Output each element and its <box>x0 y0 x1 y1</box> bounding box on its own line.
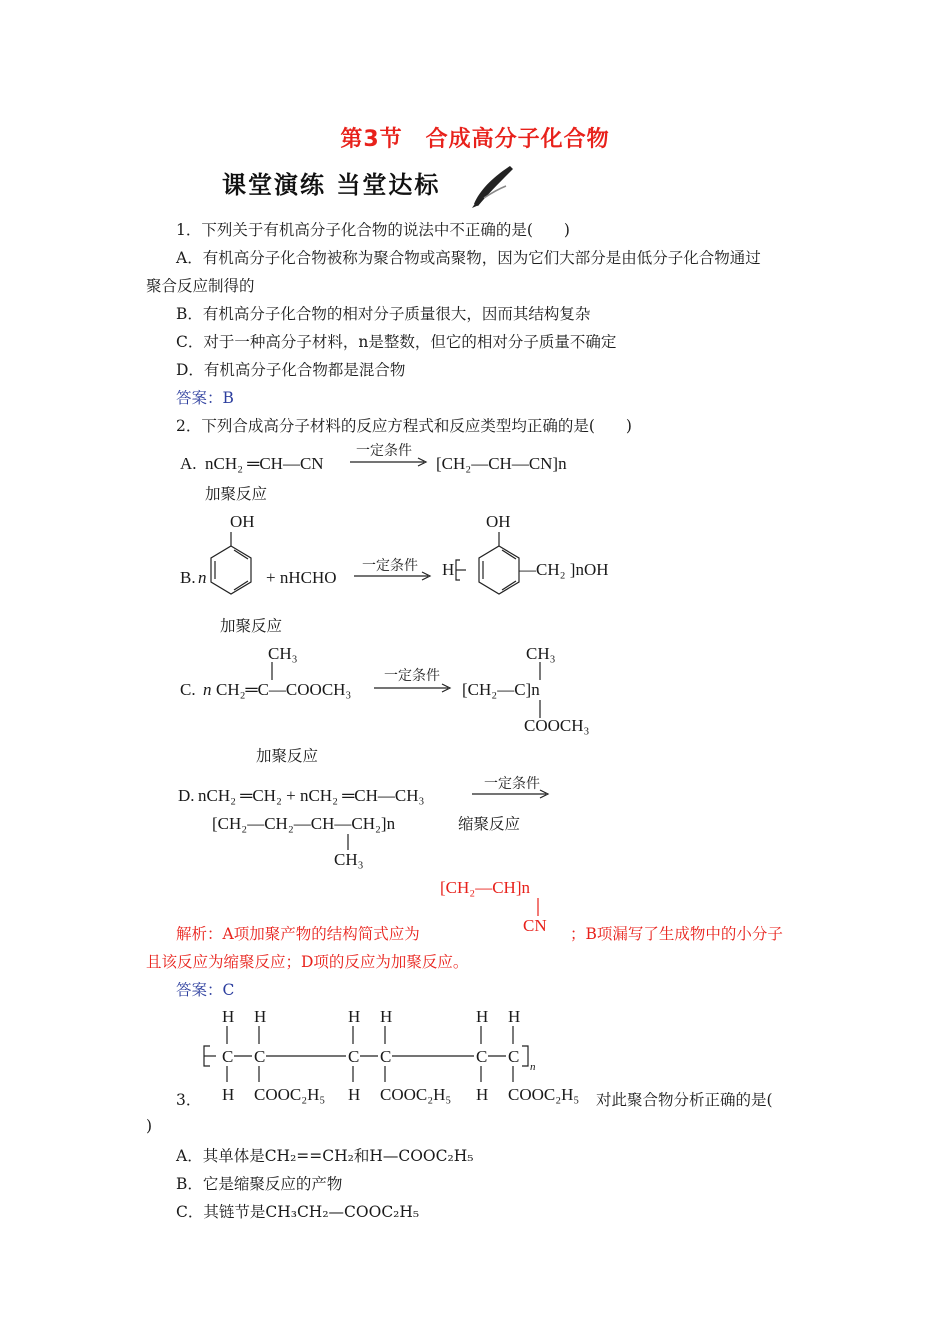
q3-c-1: C <box>222 1047 234 1066</box>
q2-option-c-product-ch3: CH₃ <box>526 644 556 663</box>
q2-explanation-part1: 解析：A项加聚产物的结构简式应为 <box>176 925 420 943</box>
q2-option-b-type: 加聚反应 <box>220 617 283 635</box>
q3-stem: 对此聚合物分析正确的是( <box>596 1091 773 1109</box>
explain-structure: [CH₂—CH]n <box>440 878 530 897</box>
q3-option-c: C．其链节是CH₃CH₂—COOC₂H₅ <box>176 1203 420 1221</box>
q3-h-8: H <box>348 1085 361 1104</box>
q1-option-b: B．有机高分子化合物的相对分子质量很大，因而其结构复杂 <box>176 305 591 323</box>
q3-h-6: H <box>508 1007 521 1026</box>
q1-option-c: C．对于一种高分子材料，n是整数，但它的相对分子质量不确定 <box>176 333 617 351</box>
q2-option-d-label: D. <box>178 786 195 805</box>
q3-option-b: B．它是缩聚反应的产物 <box>176 1175 343 1193</box>
pen-icon <box>466 160 518 212</box>
q2-option-b-arrow <box>352 570 434 582</box>
q2-option-a-label: A. <box>180 454 197 473</box>
q2-option-c-bond <box>270 662 274 680</box>
q2-option-c-type: 加聚反应 <box>256 747 319 765</box>
q3-stem-line2: ) <box>146 1117 153 1135</box>
explain-structure-bond <box>536 898 540 916</box>
q3-h-2: H <box>254 1007 267 1026</box>
q3-h-3: H <box>348 1007 361 1026</box>
q3-h-7: H <box>222 1085 235 1104</box>
q3-c-6: C <box>508 1047 520 1066</box>
q2-option-c-label: C. <box>180 680 196 699</box>
q3-h-4: H <box>380 1007 393 1026</box>
q2-option-d-condition: 一定条件 <box>484 776 540 792</box>
q2-option-b-product-h: H <box>442 560 455 579</box>
q3-option-a: A．其单体是CH₂==CH₂和H—COOC₂H₅ <box>176 1147 474 1165</box>
q2-option-c-ch3: CH₃ <box>268 644 298 663</box>
q3-h-1: H <box>222 1007 235 1026</box>
q2-option-d-bond <box>346 834 350 850</box>
q2-option-c-arrow <box>372 682 454 694</box>
q3-c-2: C <box>254 1047 266 1066</box>
q2-option-b-n: n <box>198 568 207 587</box>
q1-option-d: D．有机高分子化合物都是混合物 <box>176 361 406 379</box>
q2-option-c-condition: 一定条件 <box>384 668 440 684</box>
q2-option-d-type: 缩聚反应 <box>458 815 521 833</box>
q3-poly-n: n <box>530 1061 536 1073</box>
phenol-ring-icon <box>206 532 256 608</box>
q2-option-b-label: B. <box>180 568 196 587</box>
q2-option-d-ch3: CH₃ <box>334 850 364 869</box>
q3-c-5: C <box>476 1047 488 1066</box>
q2-option-a-arrow <box>348 456 430 468</box>
q2-option-c-reactant: CH₂═C—COOCH₃ <box>216 680 352 699</box>
q2-option-c-n: n <box>203 680 212 699</box>
q1-option-a-line1: A．有机高分子化合物被称为聚合物或高聚物，因为它们大部分是由低分子化合物通过 <box>176 249 761 267</box>
q2-option-a-reactant: nCH₂ ═CH—CN <box>205 454 324 473</box>
q1-stem: 1．下列关于有机高分子化合物的说法中不正确的是( ) <box>176 221 570 239</box>
q2-answer: 答案：C <box>176 981 235 999</box>
q2-stem: 2．下列合成高分子材料的反应方程式和反应类型均正确的是( ) <box>176 417 632 435</box>
q2-option-c-product-ester: COOCH₃ <box>524 716 590 735</box>
q3-ester-1: COOC₂H₅ <box>254 1085 326 1104</box>
q2-option-b-product-oh: OH <box>486 512 511 531</box>
q3-ester-3: COOC₂H₅ <box>508 1085 580 1104</box>
q2-option-b-condition: 一定条件 <box>362 558 418 574</box>
q2-option-b-oh: OH <box>230 512 255 531</box>
q2-option-b-reagent: + nHCHO <box>266 568 337 587</box>
q3-c-4: C <box>380 1047 392 1066</box>
q2-option-d-product: [CH₂—CH₂—CH—CH₂]n <box>212 814 396 833</box>
q2-option-a-type: 加聚反应 <box>205 485 268 503</box>
q2-option-b-product-tail: —CH₂ ]nOH <box>519 560 609 579</box>
q3-number: 3． <box>176 1091 202 1109</box>
q2-explanation-part2: ；B项漏写了生成物中的小分子 <box>570 925 783 943</box>
q1-option-a-line2: 聚合反应制得的 <box>146 277 255 295</box>
q3-h-9: H <box>476 1085 489 1104</box>
q2-option-d-reactants: nCH₂ ═CH₂ + nCH₂ ═CH—CH₃ <box>198 786 425 805</box>
section-banner: 课堂演练 当堂达标 <box>222 171 441 199</box>
q2-explanation-line2: 且该反应为缩聚反应；D项的反应为加聚反应。 <box>146 953 469 971</box>
q1-answer: 答案：B <box>176 389 234 407</box>
explain-structure-cn: CN <box>523 916 547 935</box>
q2-option-a-condition: 一定条件 <box>356 443 412 459</box>
q3-polymer-structure <box>196 1004 596 1104</box>
q2-option-d-arrow <box>470 788 552 800</box>
q2-option-c-product: [CH₂—C]n <box>462 680 540 699</box>
q3-h-5: H <box>476 1007 489 1026</box>
q2-option-a-product: [CH₂—CH—CN]n <box>436 454 567 473</box>
q3-c-3: C <box>348 1047 360 1066</box>
q3-ester-2: COOC₂H₅ <box>380 1085 452 1104</box>
page-title: 第3节 合成高分子化合物 <box>340 127 610 152</box>
